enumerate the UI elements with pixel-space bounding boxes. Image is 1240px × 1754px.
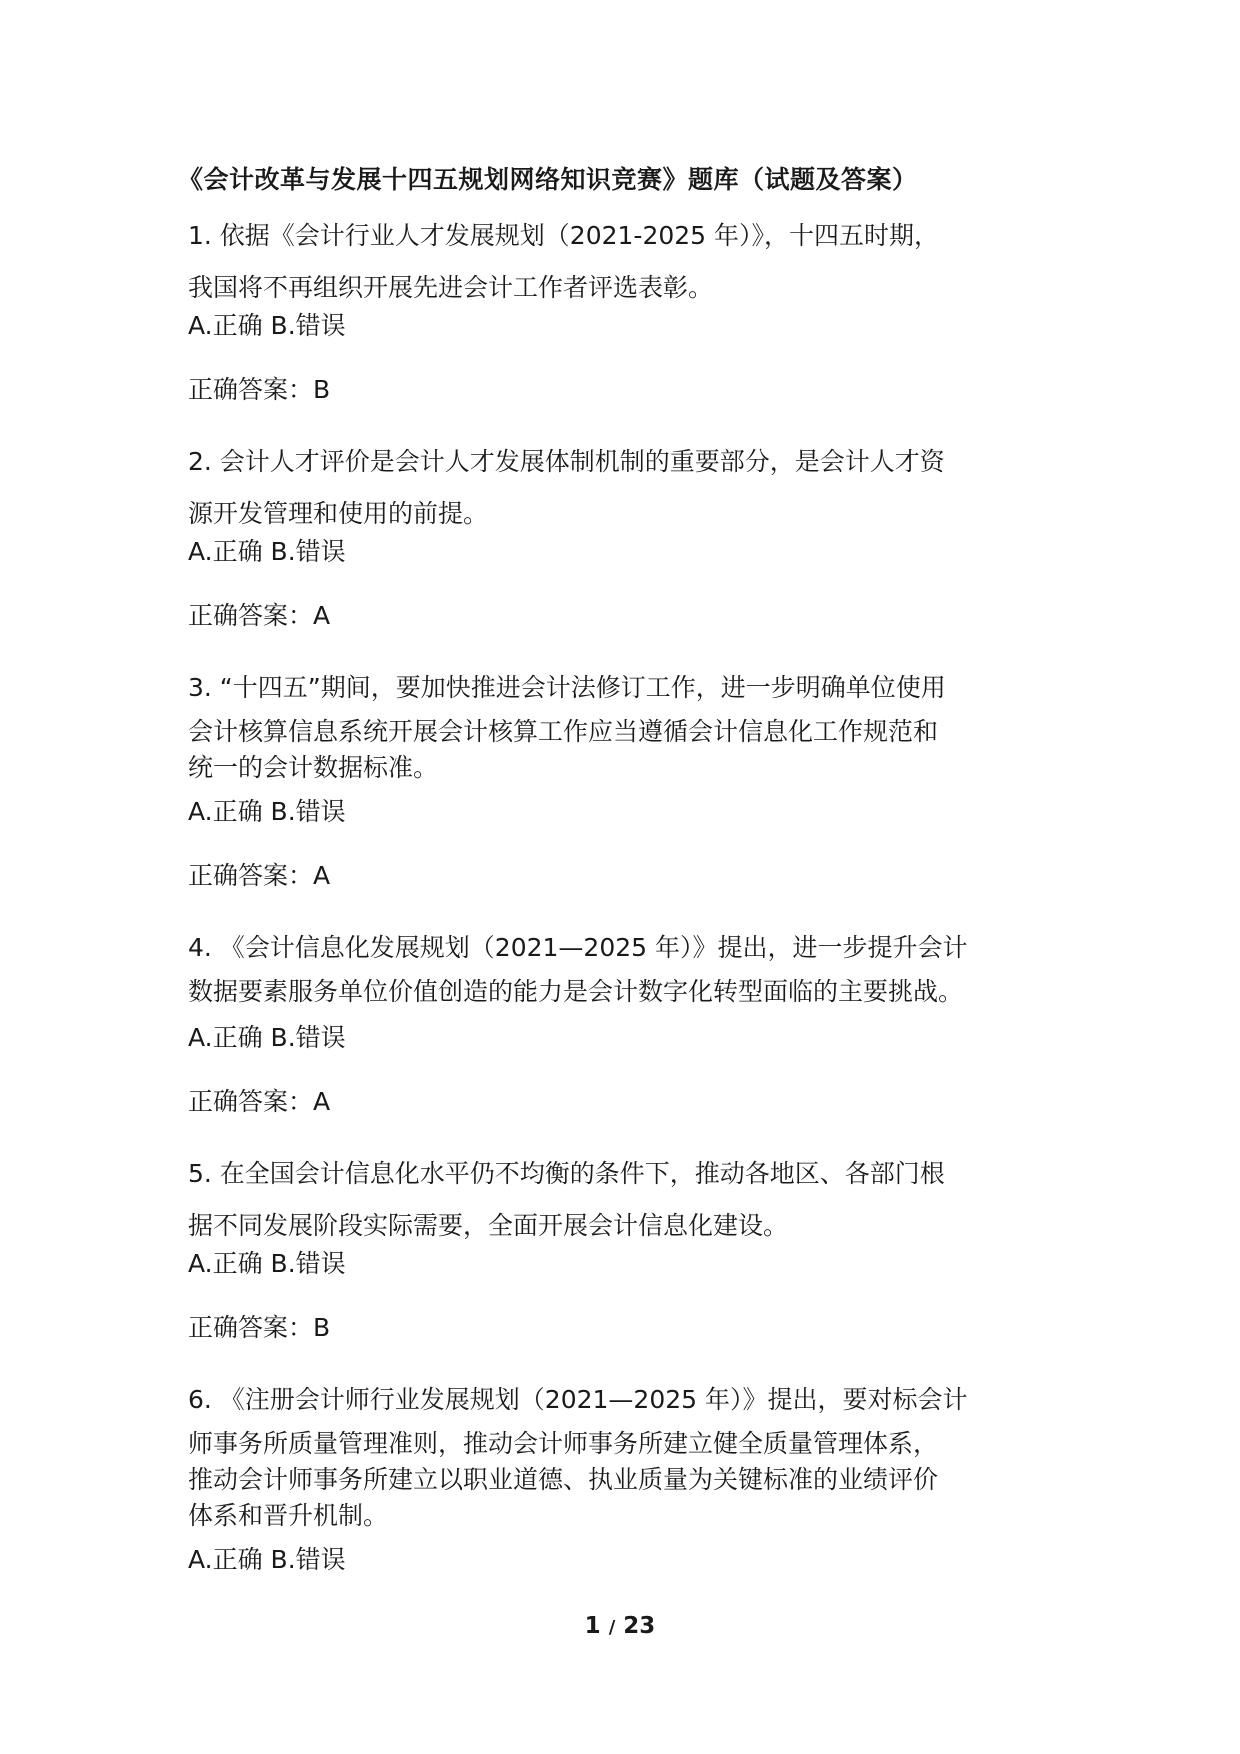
- question-text-line: 5. 在全国会计信息化水平仍不均衡的条件下，推动各地区、各部门根: [188, 1159, 945, 1188]
- question-5-answer: 正确答案：B: [188, 1313, 331, 1342]
- question-4-options: A.正确 B.错误: [188, 1023, 346, 1052]
- page-number-footer: [0, 1613, 1240, 1639]
- question-text-line: 体系和晋升机制。: [188, 1501, 389, 1530]
- question-6: [188, 1374, 968, 1534]
- question-6-options: A.正确 B.错误: [188, 1545, 346, 1574]
- question-text-line: 6. 《注册会计师行业发展规划（2021—2025 年）》提出，要对标会计: [188, 1385, 968, 1414]
- question-text-line: 师事务所质量管理准则，推动会计师事务所建立健全质量管理体系，: [188, 1429, 939, 1458]
- question-text-line: 数据要素服务单位价值创造的能力是会计数字化转型面临的主要挑战。: [188, 977, 964, 1006]
- question-text-line: 推动会计师事务所建立以职业道德、执业质量为关键标准的业绩评价: [188, 1465, 939, 1494]
- question-3-answer: 正确答案：A: [188, 861, 331, 890]
- question-text-line: 源开发管理和使用的前提。: [188, 499, 489, 528]
- question-text-line: 会计核算信息系统开展会计核算工作应当遵循会计信息化工作规范和: [188, 717, 939, 746]
- question-text-line: 据不同发展阶段实际需要，全面开展会计信息化建设。: [188, 1211, 789, 1240]
- question-text-line: 3. “十四五”期间，要加快推进会计法修订工作，进一步明确单位使用: [188, 673, 946, 702]
- question-2-options: A.正确 B.错误: [188, 537, 346, 566]
- question-text-line: 我国将不再组织开展先进会计工作者评选表彰。: [188, 273, 714, 302]
- document-title: 《会计改革与发展十四五规划网络知识竞赛》题库（试题及答案）: [178, 165, 918, 194]
- question-text-line: 统一的会计数据标准。: [188, 753, 439, 782]
- total-pages: 23: [623, 1613, 656, 1639]
- question-1-options: A.正确 B.错误: [188, 311, 346, 340]
- question-3: [188, 662, 946, 786]
- question-2: [188, 436, 945, 540]
- question-3-options: A.正确 B.错误: [188, 797, 346, 826]
- question-text-line: 4. 《会计信息化发展规划（2021—2025 年）》提出，进一步提升会计: [188, 933, 968, 962]
- question-text-line: 1. 依据《会计行业人才发展规划（2021-2025 年）》，十四五时期，: [188, 221, 940, 250]
- question-4: [188, 922, 968, 1010]
- question-text-line: 2. 会计人才评价是会计人才发展体制机制的重要部分，是会计人才资: [188, 447, 945, 476]
- question-5: [188, 1148, 945, 1252]
- question-2-answer: 正确答案：A: [188, 601, 331, 630]
- page-separator: /: [608, 1617, 616, 1638]
- question-1-answer: 正确答案：B: [188, 375, 331, 404]
- question-5-options: A.正确 B.错误: [188, 1249, 346, 1278]
- current-page-number: 1: [584, 1613, 601, 1639]
- question-4-answer: 正确答案：A: [188, 1087, 331, 1116]
- question-1: [188, 210, 939, 314]
